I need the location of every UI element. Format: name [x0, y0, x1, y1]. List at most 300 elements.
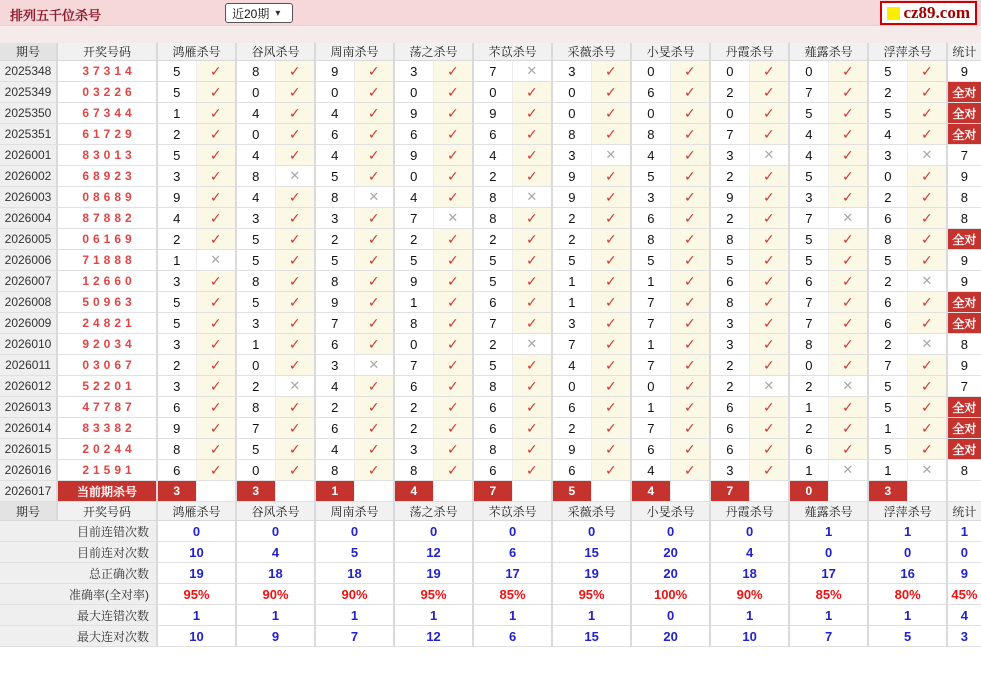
kill-check-icon: ✓: [354, 250, 394, 271]
draw-number-cell: 06169: [57, 229, 157, 250]
kill-number-cell: 5: [473, 355, 512, 376]
kill-number-cell: 6: [473, 124, 512, 145]
range-select[interactable]: [225, 3, 293, 23]
data-row: [0, 418, 981, 439]
current-kill-empty: [907, 481, 947, 502]
kill-number-cell: 2: [710, 166, 749, 187]
kill-number-cell: 1: [631, 271, 670, 292]
kill-number-cell: 9: [315, 292, 354, 313]
data-row: [0, 292, 981, 313]
kill-number-cell: 5: [868, 397, 907, 418]
kill-check-icon: ✓: [354, 334, 394, 355]
kill-number-cell: 5: [552, 250, 591, 271]
summary-value-cell: 12: [394, 626, 473, 647]
draw-number-cell: 67344: [57, 103, 157, 124]
stat-count-cell: 9: [947, 355, 981, 376]
kill-check-icon: ✓: [907, 439, 947, 460]
header-expert: 周南杀号: [315, 43, 394, 61]
kill-check-icon: ✓: [512, 460, 552, 481]
kill-number-cell: 3: [552, 313, 591, 334]
header-period: 期号: [0, 502, 57, 521]
kill-number-cell: 2: [789, 418, 828, 439]
kill-number-cell: 7: [552, 334, 591, 355]
header-stat: 统计: [947, 43, 981, 61]
kill-check-icon: ✓: [670, 460, 710, 481]
kill-check-icon: ✓: [828, 61, 868, 82]
summary-value-cell: 18: [710, 563, 789, 584]
data-row: [0, 271, 981, 292]
kill-check-icon: ✓: [354, 61, 394, 82]
kill-check-icon: ✓: [196, 145, 236, 166]
kill-number-cell: 6: [473, 397, 512, 418]
current-kill-empty: [512, 481, 552, 502]
kill-number-cell: 6: [157, 397, 196, 418]
kill-number-cell: 6: [473, 460, 512, 481]
kill-check-icon: ✓: [749, 124, 789, 145]
kill-number-cell: 5: [157, 292, 196, 313]
kill-number-cell: 5: [236, 250, 275, 271]
kill-number-cell: 6: [315, 124, 354, 145]
summary-value-cell: 0: [236, 521, 315, 542]
draw-number-cell: 03067: [57, 355, 157, 376]
current-kill-badge: 5: [552, 481, 591, 502]
kill-check-icon: ✓: [196, 418, 236, 439]
kill-number-cell: 6: [868, 208, 907, 229]
summary-value-cell: 1: [394, 605, 473, 626]
kill-number-cell: 4: [157, 208, 196, 229]
kill-check-icon: ✓: [354, 82, 394, 103]
kill-number-cell: 8: [315, 187, 354, 208]
kill-check-icon: ✓: [749, 82, 789, 103]
kill-number-cell: 5: [157, 145, 196, 166]
kill-check-icon: ✓: [196, 229, 236, 250]
summary-value-cell: 0: [552, 521, 631, 542]
kill-check-icon: ✓: [907, 187, 947, 208]
stat-count-cell: 9: [947, 250, 981, 271]
stat-count-cell: 9: [947, 166, 981, 187]
summary-value-cell: 95%: [552, 584, 631, 605]
kill-number-cell: 3: [315, 355, 354, 376]
kill-check-icon: ✓: [749, 439, 789, 460]
kill-number-cell: 3: [157, 166, 196, 187]
summary-value-cell: 90%: [315, 584, 394, 605]
kill-number-cell: 6: [631, 82, 670, 103]
kill-number-cell: 9: [394, 271, 433, 292]
current-kill-badge: 3: [868, 481, 907, 502]
kill-check-icon: ✓: [828, 313, 868, 334]
kill-cross-icon: ✕: [275, 376, 315, 397]
draw-number-cell: 71888: [57, 250, 157, 271]
summary-value-cell: 10: [157, 626, 236, 647]
data-row: [0, 208, 981, 229]
draw-number-cell: 87882: [57, 208, 157, 229]
current-kill-empty: [828, 481, 868, 502]
kill-check-icon: ✓: [907, 313, 947, 334]
summary-value-cell: 15: [552, 542, 631, 563]
kill-check-icon: ✓: [591, 334, 631, 355]
stat-all-correct-badge: 全对: [947, 229, 981, 250]
summary-value-cell: 6: [473, 542, 552, 563]
kill-check-icon: ✓: [512, 250, 552, 271]
kill-number-cell: 6: [631, 208, 670, 229]
stat-count-cell: 7: [947, 376, 981, 397]
draw-number-cell: 12660: [57, 271, 157, 292]
kill-number-cell: 9: [552, 166, 591, 187]
data-row: [0, 82, 981, 103]
kill-number-cell: 8: [394, 460, 433, 481]
stat-count-cell: 8: [947, 208, 981, 229]
kill-check-icon: ✓: [749, 103, 789, 124]
header-expert: 采薇杀号: [552, 502, 631, 521]
kill-check-icon: ✓: [670, 61, 710, 82]
draw-number-cell: 52201: [57, 376, 157, 397]
kill-number-cell: 4: [789, 124, 828, 145]
summary-value-cell: 7: [315, 626, 394, 647]
kill-number-cell: 2: [710, 376, 749, 397]
header-expert: 丹霞杀号: [710, 43, 789, 61]
kill-number-cell: 8: [710, 229, 749, 250]
kill-check-icon: ✓: [670, 292, 710, 313]
draw-number-cell: 37314: [57, 61, 157, 82]
data-row: [0, 334, 981, 355]
kill-check-icon: ✓: [275, 208, 315, 229]
kill-number-cell: 3: [157, 271, 196, 292]
current-kill-empty: [591, 481, 631, 502]
header-draw-number: 开奖号码: [57, 43, 157, 61]
summary-value-cell: 17: [473, 563, 552, 584]
kill-check-icon: ✓: [828, 103, 868, 124]
kill-check-icon: ✓: [354, 397, 394, 418]
period-cell: 2026016: [0, 460, 57, 481]
kill-number-cell: 4: [394, 187, 433, 208]
current-kill-empty: [275, 481, 315, 502]
header-expert: 薤露杀号: [789, 43, 868, 61]
range-select-value: 近20期: [232, 6, 270, 21]
kill-check-icon: ✓: [670, 334, 710, 355]
kill-check-icon: ✓: [196, 61, 236, 82]
kill-number-cell: 6: [157, 460, 196, 481]
period-cell: 2026012: [0, 376, 57, 397]
kill-number-cell: 6: [552, 397, 591, 418]
period-cell: 2026006: [0, 250, 57, 271]
kill-number-cell: 5: [473, 250, 512, 271]
kill-number-cell: 3: [394, 61, 433, 82]
kill-check-icon: ✓: [670, 397, 710, 418]
summary-value-cell: 0: [473, 521, 552, 542]
kill-number-cell: 2: [710, 208, 749, 229]
kill-check-icon: ✓: [828, 187, 868, 208]
kill-number-cell: 8: [315, 271, 354, 292]
summary-value-cell: 1: [315, 605, 394, 626]
current-period-label: 当前期杀号: [57, 481, 157, 502]
kill-check-icon: ✓: [670, 271, 710, 292]
kill-number-cell: 0: [236, 355, 275, 376]
kill-number-cell: 0: [552, 82, 591, 103]
stat-all-correct-badge: 全对: [947, 418, 981, 439]
kill-number-cell: 3: [710, 313, 749, 334]
current-kill-empty: [354, 481, 394, 502]
header-draw-number: 开奖号码: [57, 502, 157, 521]
draw-number-cell: 03226: [57, 82, 157, 103]
kill-check-icon: ✓: [907, 61, 947, 82]
kill-number-cell: 8: [552, 124, 591, 145]
kill-check-icon: ✓: [670, 208, 710, 229]
summary-row: [0, 563, 981, 584]
kill-check-icon: ✓: [275, 334, 315, 355]
kill-cross-icon: ✕: [749, 376, 789, 397]
kill-number-cell: 8: [236, 397, 275, 418]
kill-number-cell: 7: [631, 313, 670, 334]
kill-number-cell: 2: [552, 229, 591, 250]
kill-check-icon: ✓: [275, 271, 315, 292]
logo-yellow-square-icon: [887, 7, 900, 20]
kill-check-icon: ✓: [512, 229, 552, 250]
kill-number-cell: 2: [868, 334, 907, 355]
current-kill-empty: [433, 481, 473, 502]
kill-number-cell: 0: [236, 82, 275, 103]
summary-label: 准确率(全对率): [0, 584, 157, 605]
kill-check-icon: ✓: [433, 187, 473, 208]
header-expert: 鸿雁杀号: [157, 502, 236, 521]
kill-cross-icon: ✕: [354, 187, 394, 208]
kill-check-icon: ✓: [354, 145, 394, 166]
draw-number-cell: 68923: [57, 166, 157, 187]
kill-cross-icon: ✕: [907, 460, 947, 481]
period-cell: 2026001: [0, 145, 57, 166]
kill-number-cell: 6: [710, 271, 749, 292]
kill-check-icon: ✓: [512, 166, 552, 187]
kill-number-cell: 0: [868, 166, 907, 187]
kill-number-cell: 7: [710, 124, 749, 145]
kill-check-icon: ✓: [907, 229, 947, 250]
stat-empty-cell: [947, 481, 981, 502]
spacer-strip: [0, 26, 981, 43]
summary-stat-cell: 0: [947, 542, 981, 563]
period-cell: 2026005: [0, 229, 57, 250]
period-cell: 2026003: [0, 187, 57, 208]
kill-check-icon: ✓: [433, 166, 473, 187]
kill-check-icon: ✓: [196, 355, 236, 376]
kill-cross-icon: ✕: [196, 250, 236, 271]
kill-check-icon: ✓: [196, 124, 236, 145]
data-row: [0, 250, 981, 271]
kill-check-icon: ✓: [512, 208, 552, 229]
header-row: [0, 43, 981, 61]
kill-check-icon: ✓: [828, 82, 868, 103]
kill-number-cell: 7: [394, 208, 433, 229]
kill-check-icon: ✓: [591, 103, 631, 124]
kill-number-cell: 6: [710, 439, 749, 460]
kill-check-icon: ✓: [433, 460, 473, 481]
kill-number-cell: 2: [552, 208, 591, 229]
kill-check-icon: ✓: [591, 460, 631, 481]
kill-number-cell: 2: [552, 418, 591, 439]
kill-check-icon: ✓: [512, 124, 552, 145]
kill-number-cell: 8: [157, 439, 196, 460]
data-row: [0, 397, 981, 418]
summary-value-cell: 100%: [631, 584, 710, 605]
kill-check-icon: ✓: [433, 229, 473, 250]
draw-number-cell: 21591: [57, 460, 157, 481]
kill-number-cell: 5: [157, 61, 196, 82]
kill-number-cell: 1: [552, 292, 591, 313]
kill-number-cell: 4: [631, 460, 670, 481]
summary-value-cell: 0: [868, 542, 947, 563]
period-cell: 2026017: [0, 481, 57, 502]
kill-cross-icon: ✕: [749, 145, 789, 166]
kill-check-icon: ✓: [749, 208, 789, 229]
kill-number-cell: 7: [631, 418, 670, 439]
kill-check-icon: ✓: [670, 376, 710, 397]
site-logo[interactable]: [880, 1, 977, 25]
kill-check-icon: ✓: [591, 124, 631, 145]
kill-number-cell: 0: [552, 103, 591, 124]
kill-check-icon: ✓: [670, 418, 710, 439]
kill-check-icon: ✓: [591, 208, 631, 229]
kill-number-cell: 2: [710, 82, 749, 103]
summary-value-cell: 1: [789, 605, 868, 626]
current-kill-badge: 3: [236, 481, 275, 502]
data-row: [0, 229, 981, 250]
kill-check-icon: ✓: [907, 82, 947, 103]
header-expert: 采薇杀号: [552, 43, 631, 61]
kill-check-icon: ✓: [512, 355, 552, 376]
draw-number-cell: 24821: [57, 313, 157, 334]
summary-row: [0, 584, 981, 605]
kill-number-cell: 9: [157, 418, 196, 439]
summary-value-cell: 19: [552, 563, 631, 584]
kill-check-icon: ✓: [591, 397, 631, 418]
kill-cross-icon: ✕: [907, 145, 947, 166]
kill-number-cell: 0: [394, 82, 433, 103]
kill-number-cell: 5: [789, 229, 828, 250]
kill-number-cell: 6: [631, 439, 670, 460]
summary-value-cell: 20: [631, 563, 710, 584]
kill-check-icon: ✓: [907, 397, 947, 418]
kill-check-icon: ✓: [512, 271, 552, 292]
header-expert: 浮萍杀号: [868, 43, 947, 61]
kill-check-icon: ✓: [275, 418, 315, 439]
summary-value-cell: 0: [157, 521, 236, 542]
summary-value-cell: 1: [868, 605, 947, 626]
kill-cross-icon: ✕: [275, 166, 315, 187]
kill-number-cell: 2: [315, 397, 354, 418]
kill-number-cell: 2: [315, 229, 354, 250]
header-expert: 鸿雁杀号: [157, 43, 236, 61]
kill-number-cell: 8: [631, 229, 670, 250]
summary-row: [0, 542, 981, 563]
kill-number-cell: 0: [710, 61, 749, 82]
kill-number-cell: 6: [789, 271, 828, 292]
kill-check-icon: ✓: [196, 376, 236, 397]
summary-stat-cell: 45%: [947, 584, 981, 605]
kill-check-icon: ✓: [196, 460, 236, 481]
kill-number-cell: 0: [789, 355, 828, 376]
kill-check-icon: ✓: [354, 208, 394, 229]
kill-cross-icon: ✕: [907, 271, 947, 292]
kill-check-icon: ✓: [196, 439, 236, 460]
stat-count-cell: 7: [947, 145, 981, 166]
summary-value-cell: 6: [473, 626, 552, 647]
kill-check-icon: ✓: [275, 124, 315, 145]
kill-cross-icon: ✕: [828, 376, 868, 397]
kill-cross-icon: ✕: [907, 334, 947, 355]
kill-number-cell: 5: [631, 250, 670, 271]
kill-number-cell: 3: [710, 460, 749, 481]
kill-number-cell: 3: [631, 187, 670, 208]
kill-number-cell: 9: [710, 187, 749, 208]
kill-check-icon: ✓: [828, 124, 868, 145]
kill-number-cell: 0: [473, 82, 512, 103]
kill-number-cell: 7: [631, 292, 670, 313]
kill-check-icon: ✓: [196, 271, 236, 292]
kill-check-icon: ✓: [512, 103, 552, 124]
summary-value-cell: 0: [315, 521, 394, 542]
kill-check-icon: ✓: [907, 376, 947, 397]
kill-check-icon: ✓: [354, 229, 394, 250]
kill-number-cell: 5: [236, 439, 275, 460]
stat-count-cell: 8: [947, 187, 981, 208]
kill-number-cell: 3: [157, 334, 196, 355]
kill-number-cell: 7: [236, 418, 275, 439]
summary-value-cell: 20: [631, 542, 710, 563]
summary-value-cell: 20: [631, 626, 710, 647]
kill-number-cell: 6: [789, 439, 828, 460]
kill-check-icon: ✓: [828, 250, 868, 271]
kill-check-icon: ✓: [275, 145, 315, 166]
kill-check-icon: ✓: [512, 418, 552, 439]
kill-number-cell: 2: [473, 334, 512, 355]
kill-number-cell: 4: [236, 145, 275, 166]
kill-check-icon: ✓: [591, 166, 631, 187]
kill-number-cell: 2: [236, 376, 275, 397]
kill-check-icon: ✓: [433, 397, 473, 418]
kill-number-cell: 5: [394, 250, 433, 271]
kill-check-icon: ✓: [749, 271, 789, 292]
current-period-row: [0, 481, 981, 502]
kill-number-cell: 9: [315, 61, 354, 82]
kill-check-icon: ✓: [196, 208, 236, 229]
data-row: [0, 124, 981, 145]
draw-number-cell: 50963: [57, 292, 157, 313]
kill-check-icon: ✓: [670, 439, 710, 460]
kill-number-cell: 5: [631, 166, 670, 187]
kill-check-icon: ✓: [275, 313, 315, 334]
kill-check-icon: ✓: [828, 229, 868, 250]
kill-check-icon: ✓: [433, 103, 473, 124]
kill-number-cell: 1: [552, 271, 591, 292]
kill-number-cell: 8: [236, 61, 275, 82]
summary-value-cell: 4: [236, 542, 315, 563]
kill-number-cell: 0: [710, 103, 749, 124]
kill-number-cell: 7: [868, 355, 907, 376]
kill-number-cell: 3: [236, 208, 275, 229]
data-row: [0, 376, 981, 397]
kill-check-icon: ✓: [196, 166, 236, 187]
kill-check-icon: ✓: [275, 61, 315, 82]
header-expert: 小旻杀号: [631, 43, 710, 61]
kill-check-icon: ✓: [670, 355, 710, 376]
kill-number-cell: 4: [315, 376, 354, 397]
header-period: 期号: [0, 43, 57, 61]
kill-number-cell: 6: [315, 418, 354, 439]
current-kill-badge: 4: [394, 481, 433, 502]
kill-cross-icon: ✕: [828, 460, 868, 481]
summary-value-cell: 17: [789, 563, 868, 584]
kill-number-cell: 0: [789, 61, 828, 82]
kill-number-cell: 8: [473, 187, 512, 208]
header-expert: 荡之杀号: [394, 502, 473, 521]
